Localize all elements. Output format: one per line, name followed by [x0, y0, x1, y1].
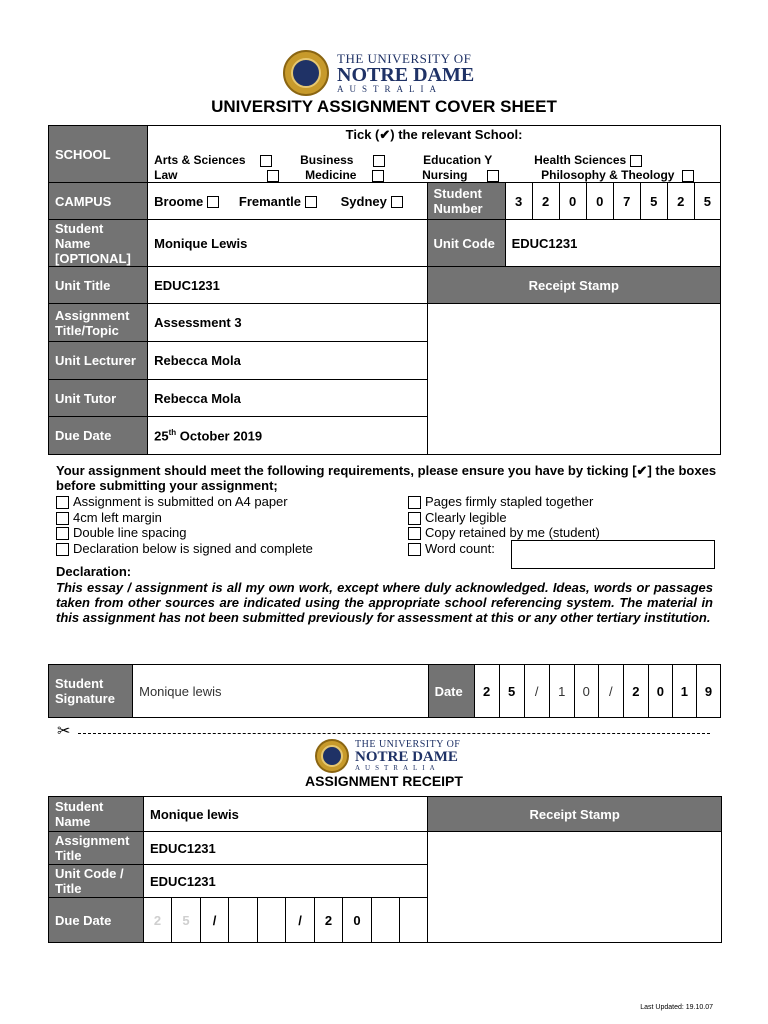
school-option-health[interactable]: Health Sciences — [534, 153, 642, 167]
student-number-digit[interactable]: 0 — [559, 183, 586, 220]
declaration-text: This essay / assignment is all my own work, except where duly acknowledged. Ideas, words or passages taken from other sources are indicated using the appropriate school referencing system. The material in this assignment has not been submitted previously for assessment at this or any other tertiary institution. — [56, 580, 713, 625]
student-number-digit[interactable]: 0 — [586, 183, 613, 220]
logo-line2: NOTRE DAME — [355, 749, 458, 765]
unit-lecturer-label: Unit Lecturer — [49, 342, 148, 380]
school-option-law[interactable]: Law — [154, 168, 279, 182]
student-number-label: Student Number — [427, 183, 505, 220]
signature-label: Student Signature — [49, 665, 133, 718]
req-legible[interactable]: Clearly legible — [408, 510, 507, 525]
receipt-stamp-header: Receipt Stamp — [428, 797, 722, 832]
receipt-student-name-field[interactable]: Monique lewis — [144, 797, 428, 832]
school-option-nursing[interactable]: Nursing — [422, 168, 499, 182]
student-name-label: Student Name [OPTIONAL] — [49, 220, 148, 267]
receipt-table — [48, 796, 722, 943]
signature-table — [48, 664, 721, 718]
campus-option-sydney[interactable]: Sydney — [341, 194, 403, 209]
receipt-stamp-area — [427, 304, 721, 455]
receipt-date-cell[interactable]: 2 — [315, 898, 343, 943]
signature-field[interactable]: Monique lewis — [133, 665, 428, 718]
declaration-heading: Declaration: — [56, 564, 132, 579]
req-left-margin[interactable]: 4cm left margin — [56, 510, 162, 525]
receipt-title: ASSIGNMENT RECEIPT — [305, 773, 463, 789]
req-declaration[interactable]: Declaration below is signed and complete — [56, 541, 313, 556]
logo-line1: THE UNIVERSITY OF — [337, 51, 472, 66]
university-logo-small — [315, 739, 460, 773]
date-cell[interactable]: 2 — [474, 665, 499, 718]
school-option-business[interactable]: Business — [300, 153, 385, 167]
student-number-digit[interactable]: 7 — [613, 183, 640, 220]
receipt-assignment-title-label: Assignment Title — [49, 832, 144, 865]
university-seal-icon — [283, 50, 329, 96]
last-updated: Last Updated: 19.10.07 — [640, 1004, 713, 1011]
date-separator: / — [598, 665, 623, 718]
university-seal-icon — [315, 739, 349, 773]
school-label: SCHOOL — [49, 126, 148, 183]
receipt-date-cell[interactable]: 0 — [343, 898, 372, 943]
req-line-spacing[interactable]: Double line spacing — [56, 525, 186, 540]
unit-tutor-field[interactable]: Rebecca Mola — [148, 380, 427, 417]
receipt-date-separator: / — [286, 898, 315, 943]
unit-title-label: Unit Title — [49, 267, 148, 304]
receipt-date-cell[interactable] — [258, 898, 286, 943]
receipt-date-cell[interactable]: 5 — [172, 898, 201, 943]
receipt-date-cell[interactable]: 2 — [144, 898, 172, 943]
campus-option-fremantle[interactable]: Fremantle — [239, 194, 317, 209]
student-number-digit[interactable]: 5 — [640, 183, 667, 220]
receipt-date-separator: / — [201, 898, 229, 943]
receipt-date-cell[interactable] — [372, 898, 400, 943]
logo-line3: AUSTRALIA — [355, 764, 440, 772]
school-option-medicine[interactable]: Medicine — [305, 168, 384, 182]
page-title: UNIVERSITY ASSIGNMENT COVER SHEET — [211, 97, 557, 116]
date-cell[interactable]: 0 — [648, 665, 672, 718]
receipt-unit-code-label: Unit Code / Title — [49, 865, 144, 898]
receipt-student-name-label: Student Name — [49, 797, 144, 832]
school-tick-instruction: Tick (✔) the relevant School: — [345, 127, 523, 142]
student-number-digit[interactable]: 2 — [667, 183, 694, 220]
unit-title-field[interactable]: EDUC1231 — [148, 267, 427, 304]
date-cell[interactable]: 1 — [549, 665, 574, 718]
campus-option-broome[interactable]: Broome — [154, 194, 219, 209]
req-word-count[interactable]: Word count: — [408, 541, 495, 556]
school-option-philosophy[interactable]: Philosophy & Theology — [541, 168, 694, 182]
req-stapled[interactable]: Pages firmly stapled together — [408, 494, 593, 509]
unit-code-label: Unit Code — [427, 220, 505, 267]
date-separator: / — [524, 665, 549, 718]
date-cell[interactable]: 9 — [696, 665, 720, 718]
word-count-input[interactable] — [511, 540, 715, 569]
unit-lecturer-field[interactable]: Rebecca Mola — [148, 342, 427, 380]
student-number-digit[interactable]: 2 — [532, 183, 559, 220]
due-date-label: Due Date — [49, 417, 148, 455]
school-option-arts[interactable]: Arts & Sciences — [154, 153, 271, 167]
receipt-date-cell[interactable] — [229, 898, 258, 943]
logo-line1: THE UNIVERSITY OF — [355, 739, 461, 750]
school-option-education[interactable]: Education Y — [423, 153, 493, 167]
university-logo — [283, 50, 474, 96]
requirements-intro: Your assignment should meet the following requirements, please ensure you have by ticking [✔] the boxes before submitting your assignment; — [56, 463, 717, 493]
date-cell[interactable]: 5 — [499, 665, 524, 718]
unit-tutor-label: Unit Tutor — [49, 380, 148, 417]
req-copy-retained[interactable]: Copy retained by me (student) — [408, 525, 600, 540]
date-cell[interactable]: 1 — [672, 665, 696, 718]
date-label: Date — [428, 665, 474, 718]
receipt-stamp-area — [428, 832, 722, 943]
due-date-field[interactable]: 25th October 2019 — [148, 417, 427, 455]
school-cell — [148, 126, 721, 183]
logo-line3: AUSTRALIA — [337, 84, 442, 94]
campus-options — [148, 183, 427, 220]
receipt-assignment-title-field[interactable]: EDUC1231 — [144, 832, 428, 865]
cut-line — [78, 733, 710, 734]
student-number-digit[interactable]: 5 — [694, 183, 720, 220]
receipt-stamp-header: Receipt Stamp — [427, 267, 721, 304]
assignment-title-label: Assignment Title/Topic — [49, 304, 148, 342]
date-cell[interactable]: 2 — [623, 665, 648, 718]
receipt-date-cell[interactable] — [400, 898, 428, 943]
receipt-due-date-label: Due Date — [49, 898, 144, 943]
student-number-digit[interactable]: 3 — [505, 183, 532, 220]
logo-line2: NOTRE DAME — [337, 64, 475, 86]
req-a4-paper[interactable]: Assignment is submitted on A4 paper — [56, 494, 288, 509]
scissors-icon: ✂ — [57, 723, 71, 740]
assignment-title-field[interactable]: Assessment 3 — [148, 304, 427, 342]
receipt-unit-code-field[interactable]: EDUC1231 — [144, 865, 428, 898]
date-cell[interactable]: 0 — [574, 665, 598, 718]
student-name-field[interactable]: Monique Lewis — [148, 220, 427, 267]
unit-code-field[interactable]: EDUC1231 — [505, 220, 720, 267]
cover-sheet-table — [48, 125, 721, 455]
campus-label: CAMPUS — [49, 183, 148, 220]
